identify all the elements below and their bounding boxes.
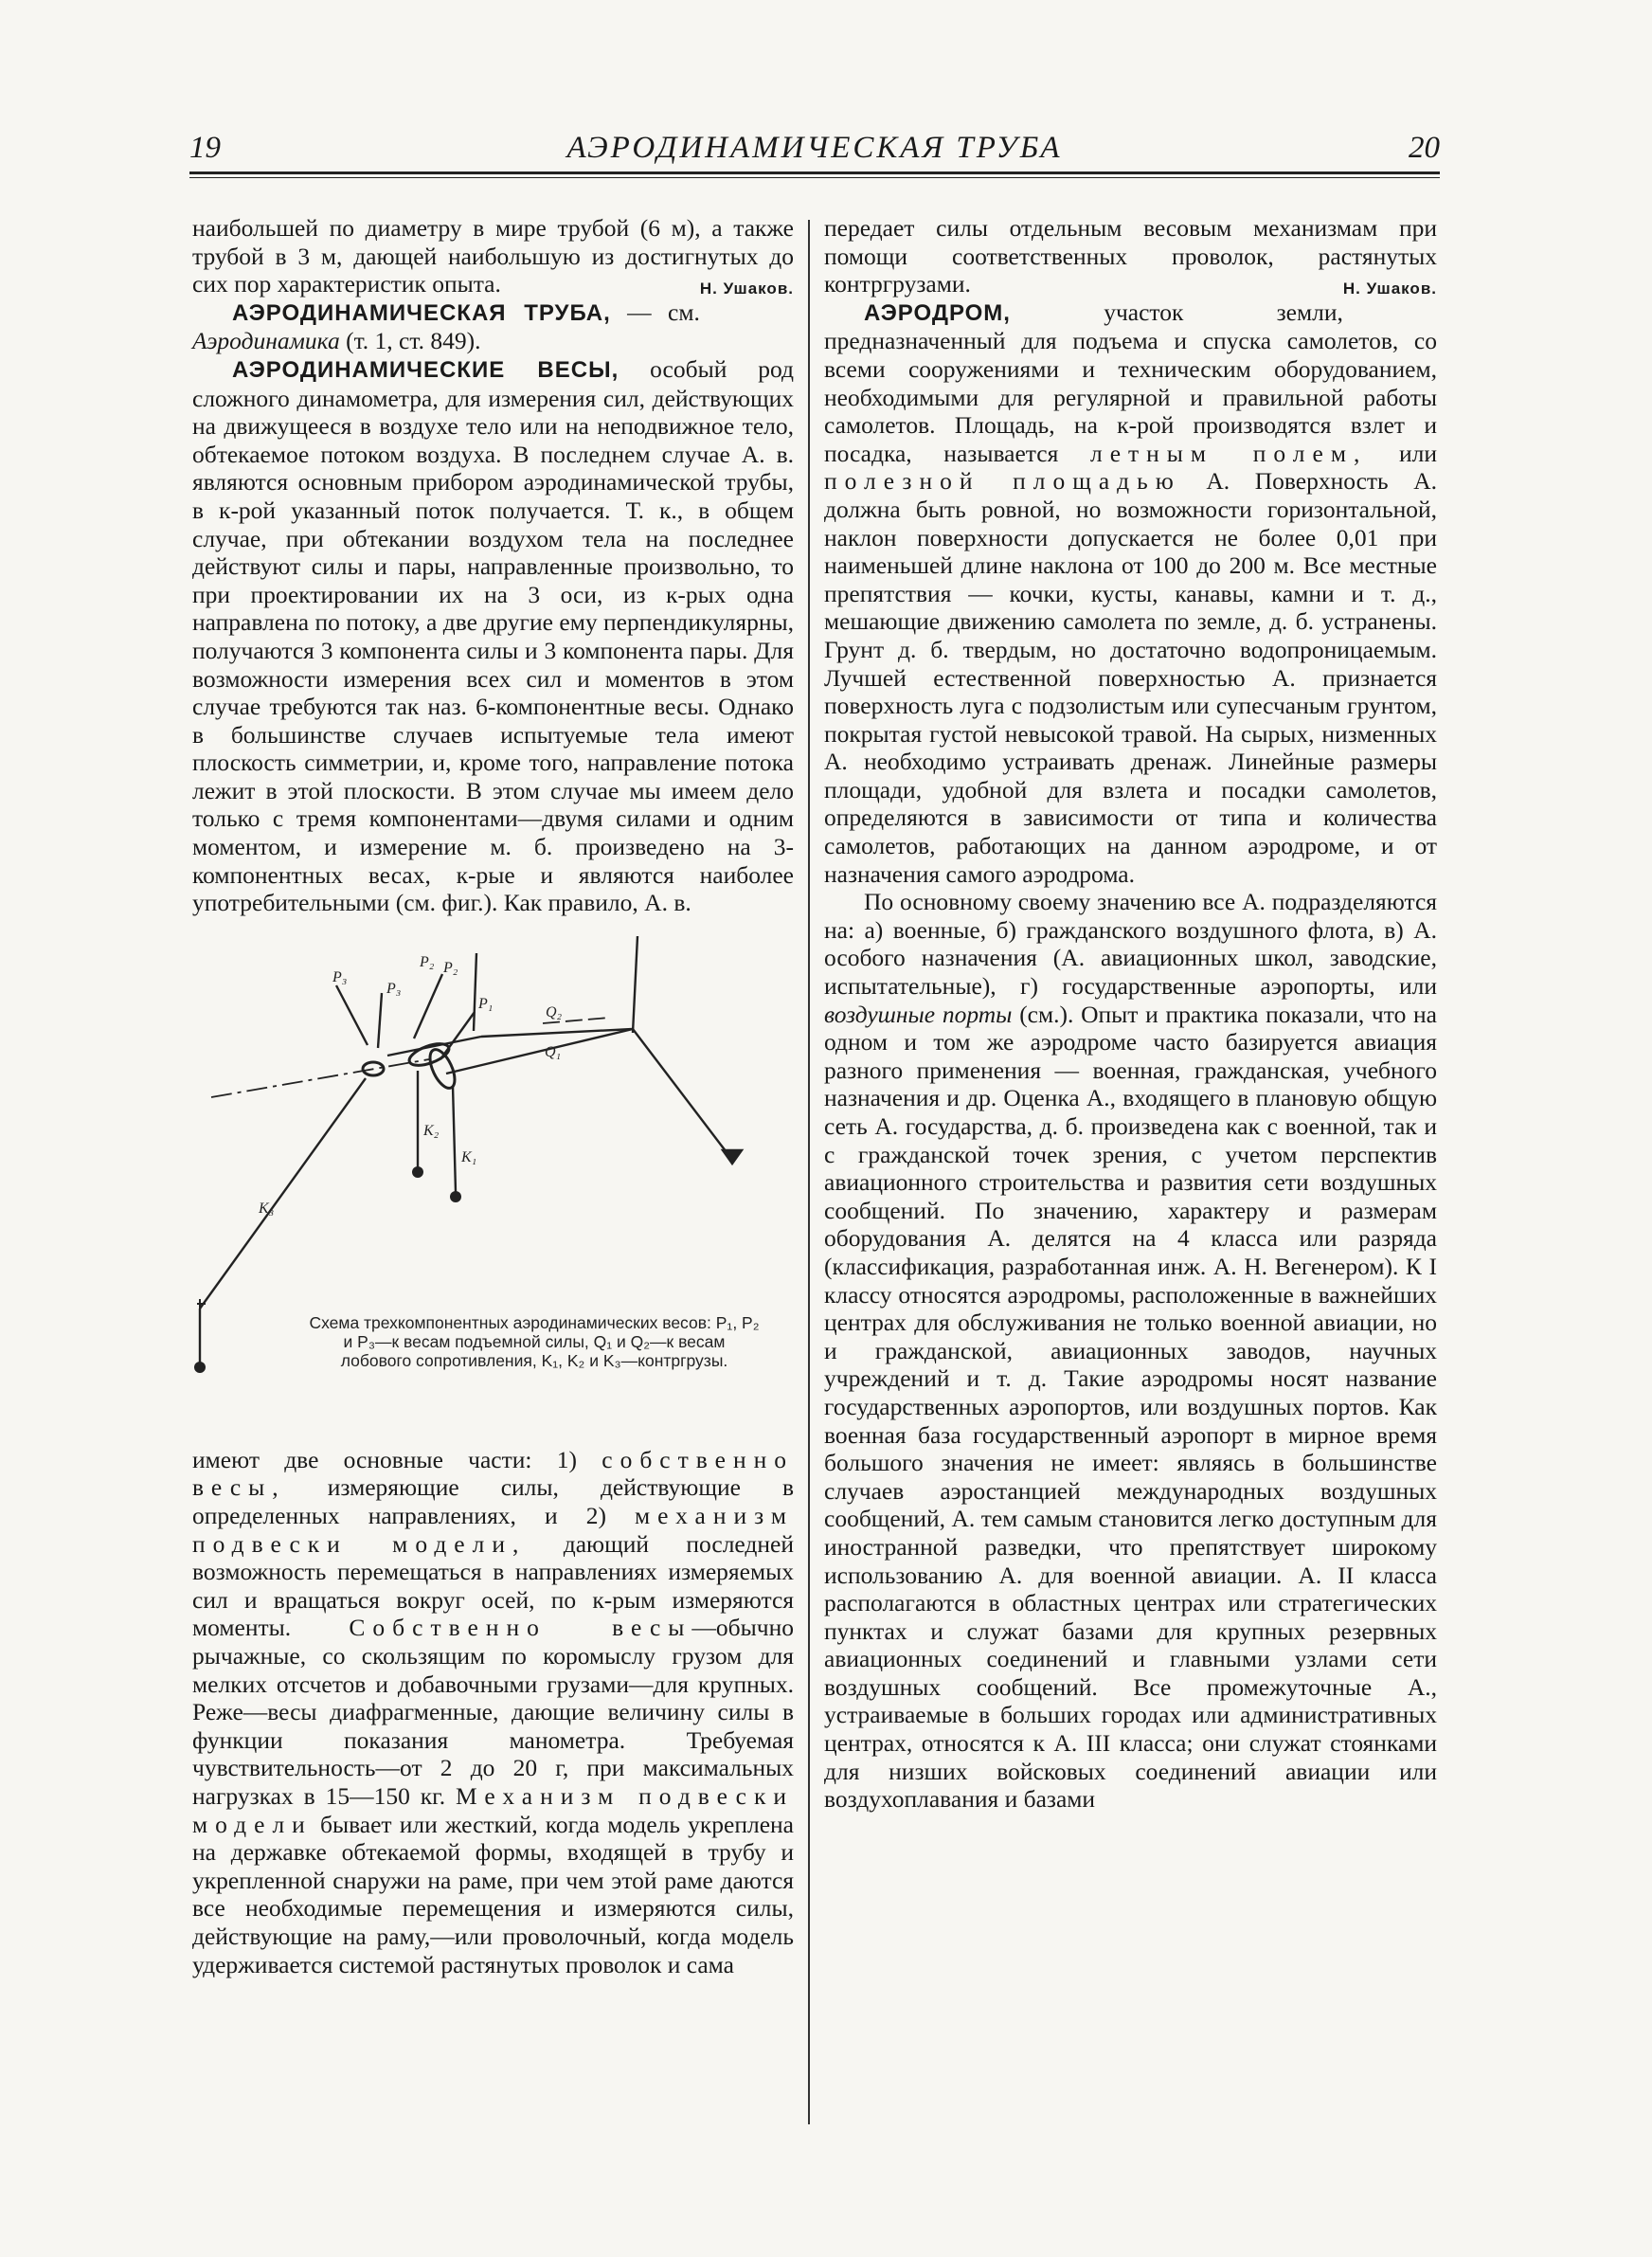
label-k1: K₁ <box>461 1148 477 1165</box>
entry-text: участок земли, предназначенный для подъема и спуска самолетов, со всеми сооружениями и техническим оборудованием, необходимыми для регулярной и правильной работы самолетов. Площадь, на к-рой производятся взлет и посадка, называется <box>824 298 1437 467</box>
paragraph <box>824 214 1437 298</box>
header-rule-thin <box>189 177 1440 178</box>
label-p2: P₂ <box>420 953 435 970</box>
left-column <box>192 214 794 1978</box>
cross-reference: воздушные порты <box>824 1000 1013 1028</box>
paragraph-text: наибольшей по диаметру в мире трубой (6 м), а также трубой в 3 м, дающей наибольшую из достигнутых до сих пор характеристик опыта. <box>192 214 794 298</box>
column-divider <box>808 220 810 2124</box>
spaced-term: полезной площадью <box>824 467 1181 496</box>
label-p3: P₃ <box>332 968 348 985</box>
spaced-term: Собственно весы <box>349 1614 692 1642</box>
entry-term: АЭРОДРОМ, <box>864 299 1011 326</box>
paragraph-text: имеют две основные части: 1) <box>192 1445 577 1473</box>
author-signature: Н. Ушаков. <box>699 280 794 298</box>
spaced-term: Механизм подвески модели <box>192 1781 794 1838</box>
right-column <box>824 214 1437 1814</box>
entry-text: или <box>1399 439 1438 467</box>
paragraph <box>824 888 1437 1814</box>
label-q2: Q₂ <box>546 1003 563 1020</box>
label-q1: Q₁ <box>545 1043 562 1060</box>
label-k2: K₂ <box>423 1122 440 1139</box>
label-p2-right: P₂ <box>443 959 458 976</box>
label-p1: P₁ <box>478 995 494 1012</box>
entry-aerodrome <box>824 298 1437 888</box>
paragraph-text: По основному своему значению все А. подразделяются на: а) военные, б) гражданского воздушного флота, в) А. особого назначения (А. авиационных школ, заводские, испытательные), г) государственные аэропорты, или <box>824 888 1437 1001</box>
spaced-term: летным полем, <box>1089 439 1368 467</box>
spaced-term: собственно весы, <box>192 1445 795 1502</box>
paragraph-text: передает силы отдельным весовым механизмам при помощи соответственных проволок, растянутых контргрузами. <box>824 214 1437 298</box>
entry-term: АЭРОДИНАМИЧЕСКАЯ ТРУБА, <box>232 299 611 326</box>
author-signature: Н. Ушаков. <box>1342 280 1437 298</box>
paragraph <box>192 214 794 298</box>
page-number-left: 19 <box>189 131 221 165</box>
balance-diagram-figure <box>192 936 794 1438</box>
paragraph-text: —обычно рычажные, со скользящим по коромыслу грузом для мелких отсчетов и добавочными грузами—для крупных. Реже—весы диафрагменные, дающие величину силы в функции показания манометра. Требуемая чувствительность—от 2 до 20 г, при максимальных нагрузках в 15—150 кг. <box>192 1614 794 1810</box>
entry-text: особый род сложного динамометра, для измерения сил, действующих на движущееся в воздухе тело или на неподвижное тело, обтекаемое потоком воздуха. В последнем случае А. в. являются основным прибором аэродинамической трубы, в к-рой указанный поток получается. Т. к., в общем случае, при обтекании воздухом тела на последнее действуют силы и пары, направленные произвольно, то при проектировании их на 3 оси, из к-рых одна направлена по потоку, а две другие ему перпендикулярны, получаются 3 компонента силы и 3 компонента пары. Для возможности измерения всех сил и моментов в этом случае требуются так наз. 6-компонентные весы. Однако в большинстве случаев испытуемые тела имеют плоскость симметрии, и, кроме того, направление потока лежит в этой плоскости. В этом случае мы имеем дело только с тремя компонентами—двумя силами и одним моментом, и измерение м. б. произведено на 3-компонентных весах, к-рые и являются наиболее употребительными (см. фиг.). Как правило, А. в. <box>192 354 795 917</box>
paragraph-text: измеряющие силы, действующие в определенных направлениях, и 2) <box>192 1473 794 1530</box>
entry-term: АЭРОДИНАМИЧЕСКИЕ ВЕСЫ, <box>232 356 620 383</box>
entry-text: — см. <box>627 298 700 326</box>
cross-reference: Аэродинамика <box>192 327 340 355</box>
header-rule <box>189 172 1440 174</box>
page-number-right: 20 <box>1409 131 1440 165</box>
paragraph <box>192 1446 794 1978</box>
running-title: АЭРОДИНАМИЧЕСКАЯ ТРУБА <box>566 131 1063 165</box>
label-k3: K₃ <box>259 1200 275 1217</box>
paragraph-text: (см.). Опыт и практика показали, что на одном и том же аэродроме часто базируется авиация разного применения — военная, гражданская, учебного назначения и др. Оценка А., входящего в плановую общую сеть А. государства, д. б. произведена как с военной, так и с гражданской точек зрения, с учетом перспектив авиационного строительства и развития сети воздушных сообщений. По значению, характеру и размерам оборудования А. делятся на 4 класса или разряда (классификация, разработанная инж. А. Н. Вегенером). К I классу относятся аэродромы, расположенные в важнейших центрах для обслуживания не только военной авиации, но и гражданской, авиационных заводов, научных учреждений и т. д. Такие аэродромы носят название государственных аэропортов, или воздушных портов. Как военная база государственный аэропорт в мирное время большого значения не имеет: являясь в большинстве случаев аэростанцией международных воздушных сообщений, А. тем самым становится легко доступным для иностранной разведки, что препятствует широкому использованию А. для военной авиации. А. II класса располагаются в областных центрах или стратегических пунктах и служат базами для крупных резервных авиационных соединений и главными узлами сети воздушных сообщений. Все промежуточные А., устраиваемые в больших городах или административных центрах, относятся к А. III класса; они служат стоянками для низших войсковых соединений авиации или воздухоплавания и базами <box>824 1000 1438 1814</box>
entry-aerodynamic-balance <box>192 355 794 917</box>
figure-caption: Схема трехкомпонентных аэродинамических весов: P₁, P₂ и P₃—к весам подъемной силы, Q₁ и Q₂—к весам лобового сопротивления, K₁, K₂ и K₃—контргрузы. <box>309 1312 760 1370</box>
entry-text: А. Поверхность А. должна быть ровной, но возможности горизонтальной, наклон поверхности допускается не более 0,01 при наименьшей длине наклона от 100 до 200 м. Все местные препятствия — кочки, кусты, канавы, камни и т. д., мешающие движению самолета по земле, д. б. устранены. Грунт д. б. твердым, но достаточно водопроницаемым. Лучшей естественной поверхностью А. признается поверхность луга с подзолистым или супесчаным грунтом, покрытая густой невысокой травой. На сырых, низменных А. необходимо устраивать дренаж. Линейные размеры площади, удобной для взлета и посадки самолетов, определяются в зависимости от типа и количества самолетов, работающих на данном аэродроме, и от назначения самого аэродрома. <box>824 467 1438 888</box>
paragraph-text: дающий последней возможность перемещаться в направлениях измеряемых сил и вращаться вокруг осей, по к-рым измеряются моменты. <box>192 1529 794 1642</box>
entry-text: (т. 1, ст. 849). <box>346 327 481 355</box>
spaced-term: механизм подвески модели, <box>192 1502 795 1558</box>
page-header <box>189 131 1440 169</box>
paragraph-text: бывает или жесткий, когда модель укреплена на державке обтекаемой формы, входящей в трубу и укрепленной снаружи на раме, при чем этой раме даются все необходимые перемещения и измеряются силы, действующие на раму,—или проволочный, когда модель удерживается системой растянутых проволок и сама <box>192 1810 794 1978</box>
entry-aerodynamic-tube <box>192 298 794 355</box>
label-p3-lower: P₃ <box>386 980 402 997</box>
